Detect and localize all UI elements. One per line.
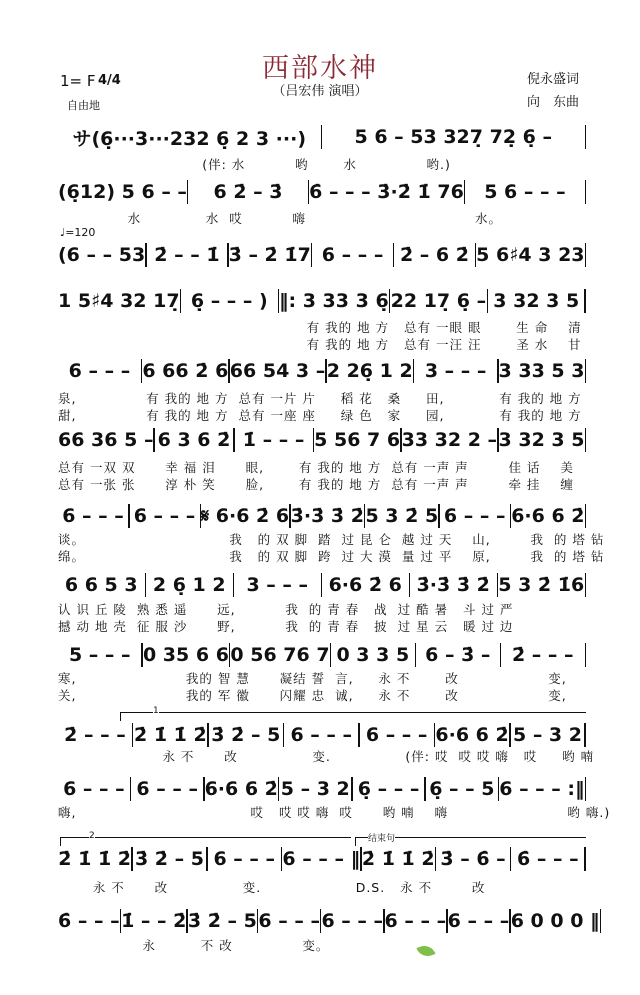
measure: 2̇ – 6 2̇ (399, 244, 469, 266)
measure: 2̇ – – – (511, 644, 574, 666)
measure: 6 – – – (321, 244, 384, 266)
bar-line (585, 243, 587, 267)
measure: 6̇ – – – (517, 848, 579, 870)
notation-row (58, 642, 586, 668)
bar-line (585, 573, 587, 597)
lyric-line: 总有 一张 张 淳 朴 笑 脸, 有 我的 地 方 总有 一声 声 牵 挂 缠 (58, 477, 574, 492)
bar-line (584, 847, 586, 871)
measure: 6̇ – – – (58, 910, 120, 932)
tempo-marking: ♩=120 (60, 226, 96, 239)
bar-line (600, 909, 602, 933)
measure: 5 – 3 2 (280, 778, 350, 800)
notation-row (58, 572, 586, 598)
ending-bracket (355, 834, 586, 846)
composer: 向 东曲 (527, 95, 580, 110)
bar-line (585, 428, 587, 452)
lyric-line: 水 水 哎 嗨 水。 (58, 211, 503, 226)
measure: 3 – – – (246, 574, 309, 596)
lyric-line: 总有 一双 双 幸 福 泪 眼, 有 我的 地 方 总有 一声 声 佳 话 美 (58, 460, 574, 475)
measure: 2̇ 1̇ 1̇ 2̇ (361, 848, 435, 870)
measure: (6 – – 53 (58, 244, 146, 266)
measure: 33 32 2 – (401, 429, 498, 451)
lyric-line: 关, 我的 军 徽 闪耀 忠 诚, 永 不 改 变, (58, 688, 567, 703)
measure: 2̇ 1̇ 1̇ 2̇ (58, 848, 132, 870)
notation-row (58, 908, 600, 934)
bar-line (585, 643, 587, 667)
measure: 3̇ – 2̇ 1̇7 (228, 244, 311, 266)
bar-line (584, 289, 586, 313)
time-signature: 4/4 (98, 73, 121, 88)
lyricist: 倪永盛词 (527, 72, 580, 87)
measure: 2 6̣ 1 2 (152, 574, 226, 596)
lyric-line: 谈。 我 的 双 脚 踏 过 昆 仑 越 过 天 山, 我 的 塔 钻 (58, 532, 605, 547)
notation-row (58, 722, 586, 748)
volta-2 (60, 831, 351, 846)
notation-row (58, 124, 586, 150)
measure: 6 – – – (290, 724, 353, 746)
measure: 6 – – – (213, 848, 276, 870)
lyric-line: 甜, 有 我的 地 方 总有 一座 座 绿 色 家 园, 有 我的 地 方 (58, 408, 582, 423)
volta-1 (120, 706, 586, 721)
lyric-line: 寒, 我的 智 慧 凝结 誓 言, 永 不 改 变, (58, 671, 567, 686)
measure: 6̣ – – – ) (190, 290, 268, 312)
measure: 6 2̇ – 3̇ (213, 181, 283, 203)
lyric-line: 有 我的 地 方 总有 一汪 汪 圣 水 甘 (58, 337, 582, 352)
lyric-line: 泉, 有 我的 地 方 总有 一片 片 稻 花 桑 田, 有 我的 地 方 (58, 391, 582, 406)
tempo-free: 自由地 (67, 99, 100, 112)
measure: 6 – – – ‖ (282, 848, 361, 870)
lyric-line: (伴: 水 哟 水 哟.) (58, 157, 451, 172)
measure: 5 – 3 2 (512, 724, 582, 746)
bar-line (585, 359, 587, 383)
measure: 5 – – – (68, 644, 131, 666)
measure: 6·6 6 2̇ (435, 724, 509, 746)
measure: 5 56 7 6 (314, 429, 401, 451)
measure: 5 6 – 53 327̣ 72̣ 6̣ – (354, 126, 552, 148)
measure: 6·6 6 2̇ (204, 778, 278, 800)
measure: 6·6 6 2̇ (511, 505, 585, 527)
measure: 3 – – – (424, 360, 487, 382)
measure: 3̇ – 6̇ – (440, 848, 506, 870)
measure: 1̇ – – 2̇ (121, 910, 187, 932)
performer: （吕宏伟 演唱） (272, 84, 368, 99)
measure: 6 – – – (365, 724, 428, 746)
measure: 1 5♯4 32 17̣ (58, 290, 180, 312)
notation-row (58, 427, 586, 453)
measure: 𝄋 6·6 2̇ 6 (201, 505, 290, 527)
measure: 6 – 3̇ – (425, 644, 491, 666)
bar-line (585, 777, 587, 801)
measure: 6 – – – (443, 505, 506, 527)
volta-1-label: 1 (153, 706, 159, 716)
lyric-line: 永 不 改 变. D.S. 永 不 改 (58, 880, 486, 895)
measure: 0 35 6 6 (142, 644, 229, 666)
notation-row (58, 776, 586, 802)
measure: 6 6 5 3 (64, 574, 138, 596)
measure: 6 – – – (321, 910, 384, 932)
measure: 3̇ 2̇ – 5 (187, 910, 257, 932)
lyric-line: 有 我的 地 方 总有 一眼 眼 生 命 清 (58, 320, 582, 335)
lyric-line: 永 不 改 变. (伴: 哎 哎 哎 嗨 哎 哟 喃 (58, 749, 595, 764)
measure: 0 56 76 7 (230, 644, 330, 666)
notation-row (58, 288, 586, 314)
bar-line (584, 723, 586, 747)
measure: ‖: 3 33 3 6̣ (279, 290, 389, 312)
lyric-line: 嗨, 哎 哎 哎 嗨 哎 哟 喃 嗨 哟 嗨.) (58, 805, 611, 820)
bar-line (585, 180, 587, 204)
measure: 1̇ – – – (242, 429, 305, 451)
measure: 6 – – – (384, 910, 447, 932)
measure: サ(6̣···3···232 6̣ 2 3 ···) (72, 127, 307, 150)
measure: 3̇·3̇ 3̇ 2̇ (416, 574, 490, 596)
measure: 6 – – – (447, 910, 510, 932)
measure: 22 17̣ 6̣ – (390, 290, 487, 312)
measure: 6 – – – (68, 360, 131, 382)
volta-2-label: 2 (89, 831, 95, 841)
lyric-line: 认 识 丘 陵 熟 悉 遥 远, 我 的 青 春 战 过 酷 暑 斗 过 严 (58, 602, 514, 617)
measure: 6 – – – (258, 910, 320, 932)
measure: 6·6 2̇ 6 (328, 574, 402, 596)
measure: 3̇ 2̇ – 5 (134, 848, 204, 870)
measure: 3 33 5 3 (498, 360, 585, 382)
lyric-line: 永 不 改 变。 (58, 938, 330, 953)
measure: 6 3 6 2̇ (157, 429, 231, 451)
measure: 5 3 2̇ 1̇6 (498, 574, 585, 596)
measure: 6 66 2̇ 6 (142, 360, 229, 382)
lyric-line: 撼 动 地 壳 征 服 沙 野, 我 的 青 春 披 过 星 云 暖 过 边 (58, 619, 514, 634)
measure: 6 0 0 0 ‖ (510, 910, 600, 932)
measure: 66 36 5 – (58, 429, 154, 451)
song-title: 西部水神 (262, 53, 378, 84)
measure: (6̣12) 5 6 – – (58, 181, 187, 203)
measure: 2̇ 1̇ 1̇ 2̇ (134, 724, 207, 746)
measure: 3 32 3 5 (498, 429, 585, 451)
measure: 3̇ 2̇ – 5 (211, 724, 281, 746)
measure: 3 32 3 5 (493, 290, 580, 312)
lyric-line: 绵。 我 的 双 脚 跨 过 大 漠 量 过 平 原, 我 的 塔 钻 (58, 549, 605, 564)
bar-line (585, 504, 587, 528)
measure: 6 – – – :‖ (499, 778, 585, 800)
notation-row (58, 503, 586, 529)
notation-row (58, 358, 586, 384)
measure: 2̇ – – – (64, 724, 126, 746)
measure: 6 – – – (63, 778, 125, 800)
notation-row (58, 179, 586, 205)
measure: 5 6 – – – (484, 181, 566, 203)
notation-row (58, 242, 586, 268)
measure: 5 3 2̇ 5 (365, 505, 439, 527)
measure: 3̇·3̇ 3̇ 2̇ (290, 505, 364, 527)
measure: 0 3 3 5 (336, 644, 410, 666)
measure: 5 6♯4 3 23 (476, 244, 585, 266)
measure: 6 – – – (62, 505, 124, 527)
measure: 6 – – – (136, 778, 198, 800)
measure: 2̇ – – 1̇ (154, 244, 220, 266)
measure: 6̇ – – – 3̇·2̇ 1̇ 76 (309, 181, 464, 203)
measure: 2 26̣ 1 2 (326, 360, 413, 382)
ending-label: 结束句 (368, 831, 395, 844)
bar-line (585, 125, 587, 149)
measure: 6̣ – – – (357, 778, 420, 800)
leaf-decoration (416, 943, 435, 960)
key-signature: 1= F (60, 72, 96, 90)
notation-row (58, 846, 586, 872)
measure: 66 54 3 – (229, 360, 326, 382)
measure: 6̣ – – 5 (429, 778, 495, 800)
measure: 6 – – – (133, 505, 196, 527)
